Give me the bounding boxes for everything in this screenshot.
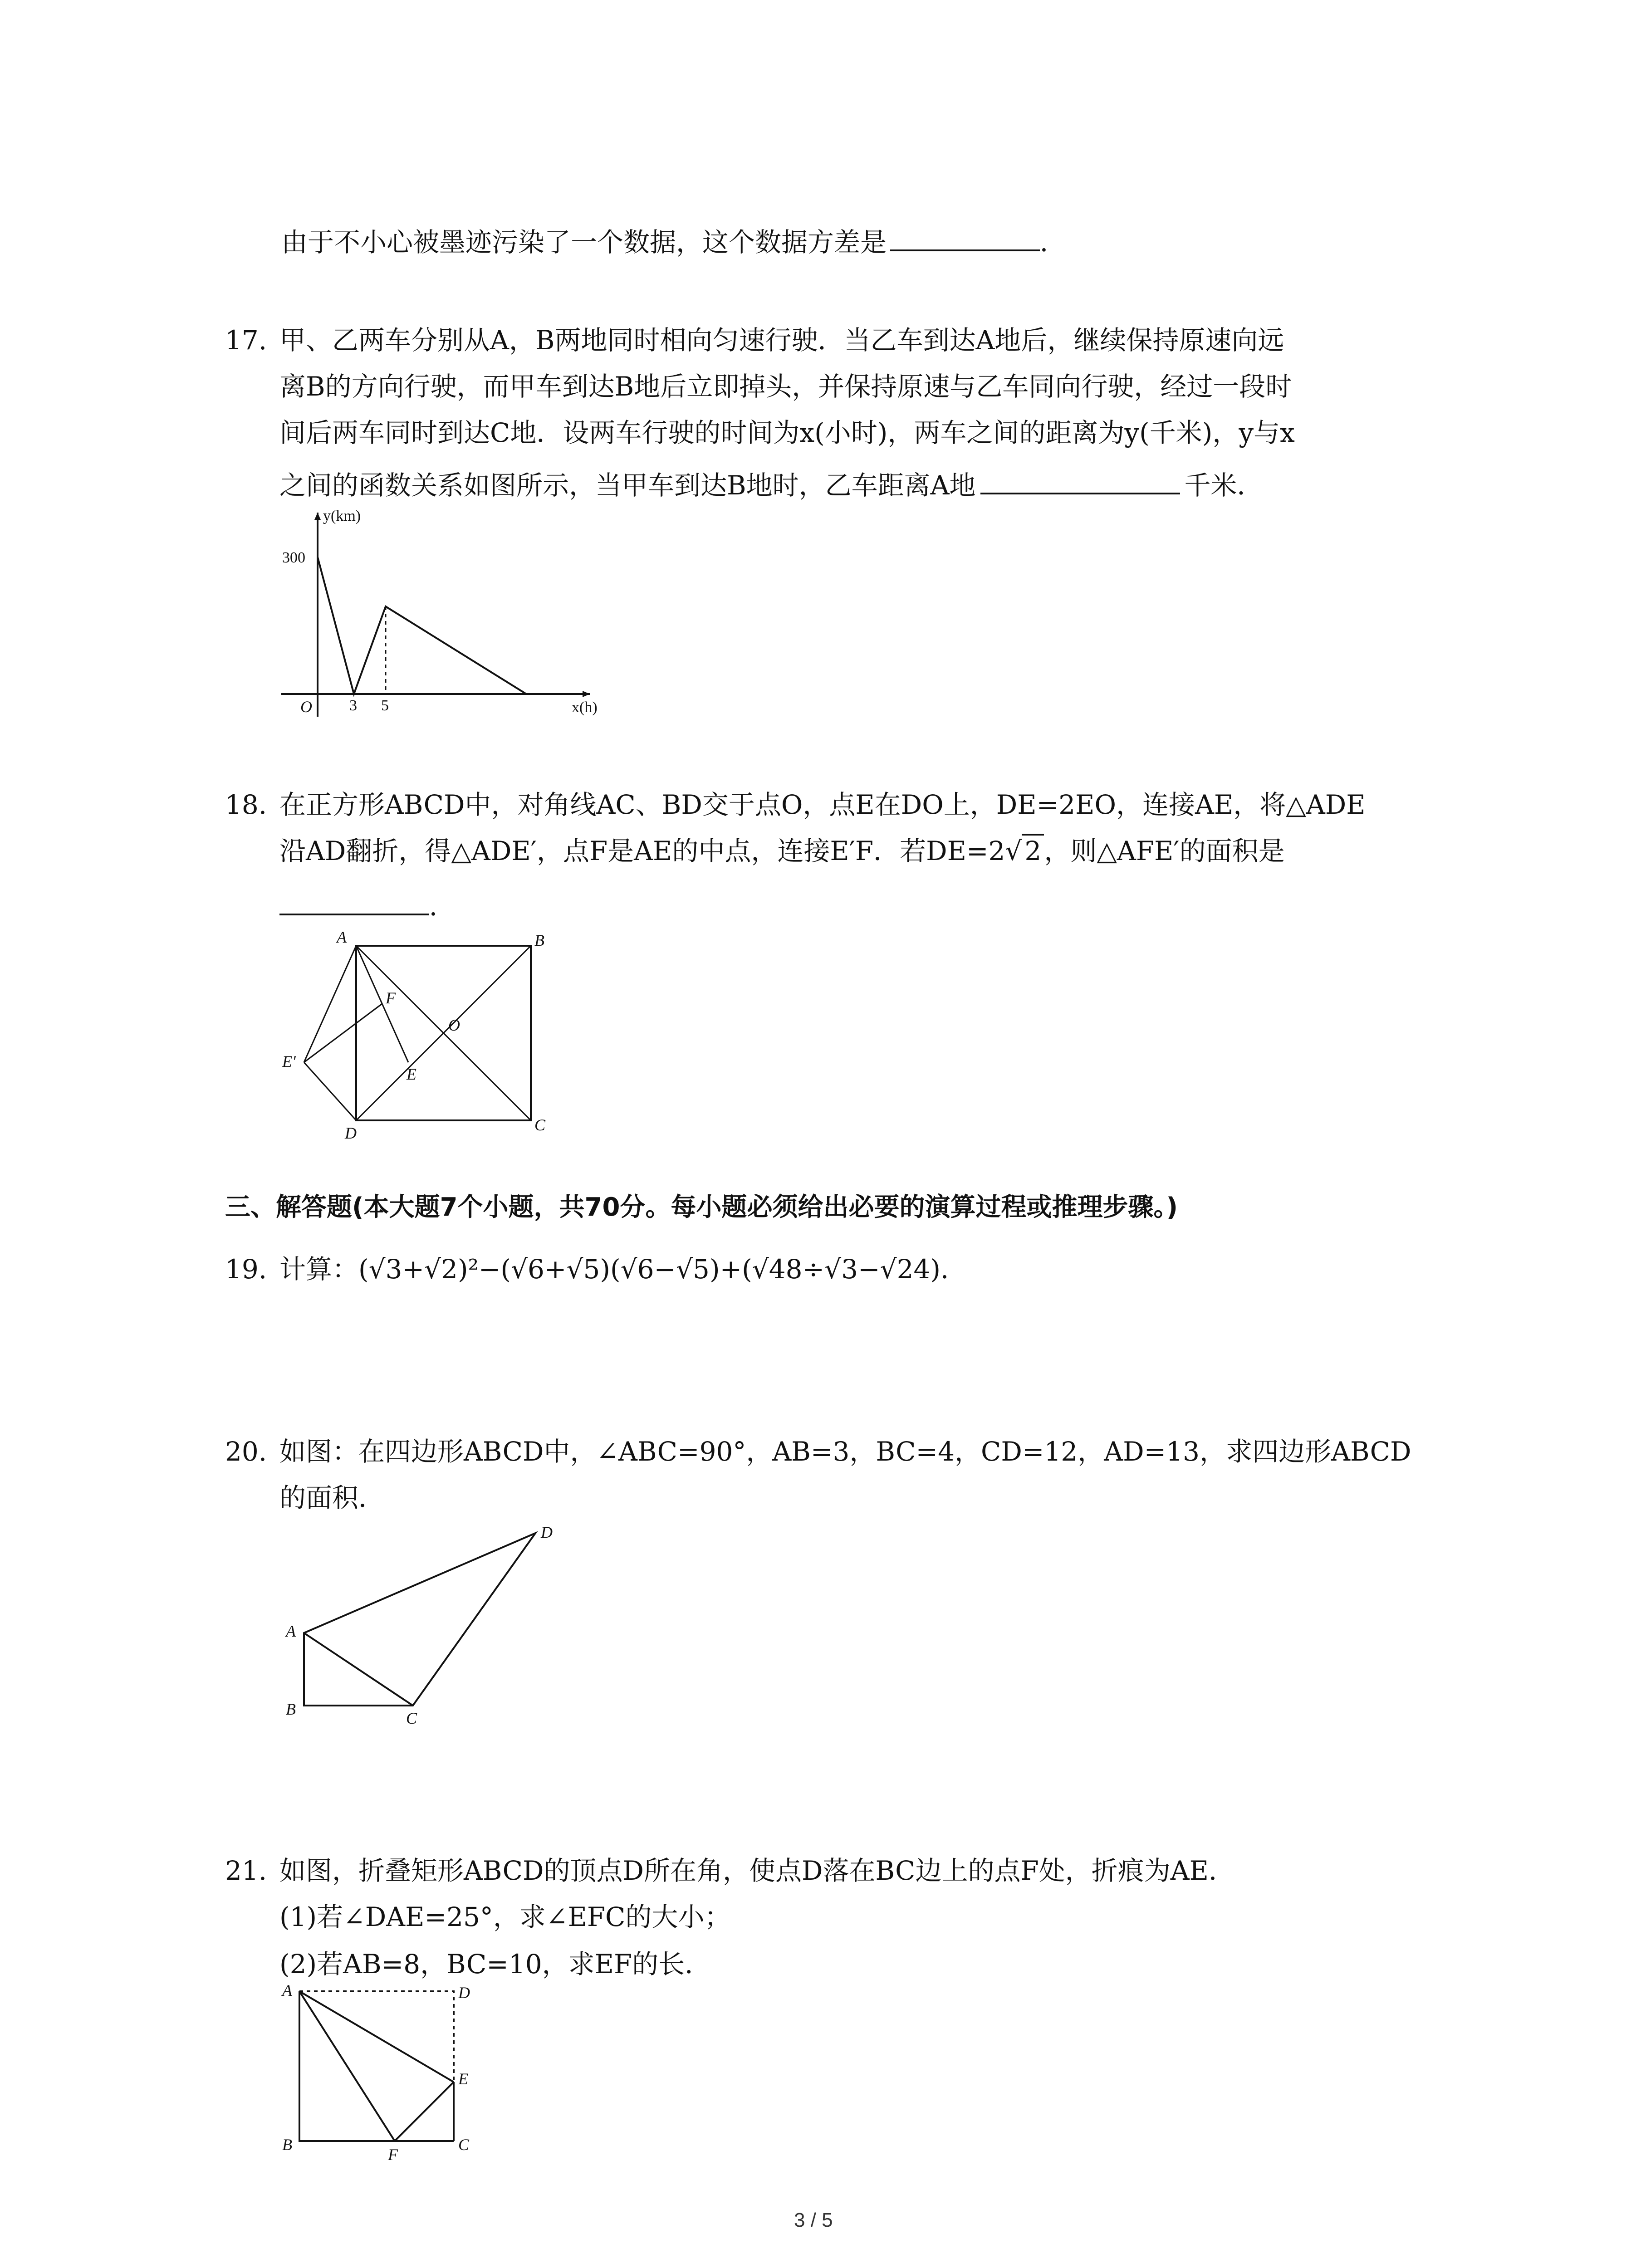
label-b: B <box>286 1700 296 1718</box>
label-d: D <box>345 1124 357 1142</box>
section-3-heading: 三、解答题(本大题7个小题，共70分。每小题必须给出必要的演算过程或推理步骤。) <box>225 1193 1178 1222</box>
q16-tail: 由于不小心被墨迹污染了一个数据，这个数据方差是 ． <box>281 227 1067 258</box>
q16-answer-blank[interactable] <box>890 226 1040 251</box>
q17-answer-blank[interactable] <box>980 469 1180 494</box>
q20-number: 20. <box>225 1436 267 1467</box>
sqrt-2: √ 2 <box>1005 833 1044 869</box>
label-a: A <box>282 1982 292 1999</box>
label-e-prime: E′ <box>282 1052 296 1070</box>
x-axis-arrow <box>583 691 590 697</box>
y-axis-arrow <box>314 513 321 520</box>
label-e: E <box>407 1065 416 1083</box>
label-e: E <box>458 2070 468 2088</box>
q18-square-figure <box>272 925 554 1143</box>
q17-line1: 17. 甲、乙两车分别从A，B两地同时相向匀速行驶．当乙车到达A地后，继续保持原速向远 <box>225 322 1284 358</box>
segment-af <box>299 1991 395 2141</box>
q19-number: 19. <box>225 1254 267 1285</box>
q21-number: 21. <box>225 1855 267 1886</box>
segment-ae <box>356 946 408 1062</box>
label-f: F <box>386 989 396 1007</box>
quadrilateral-abcd <box>304 1533 535 1706</box>
q18-number: 18. <box>225 789 267 820</box>
q20-line2: 的面积． <box>279 1482 385 1513</box>
label-d: D <box>458 1984 470 2002</box>
page-number: 3 / 5 <box>794 2209 833 2231</box>
diagonal-ac <box>304 1633 413 1706</box>
q21-folded-rectangle-figure <box>272 1982 499 2164</box>
q17-number: 17. <box>225 325 267 356</box>
q21-part2: (2)若AB=8，BC=10，求EF的长． <box>279 1949 711 1980</box>
q17-line2: 离B的方向行驶，而甲车到达B地后立即掉头，并保持原速与乙车同向行驶，经过一段时 <box>279 371 1292 402</box>
q18-answer-blank[interactable] <box>279 890 429 915</box>
segment-e-prime-f <box>304 1004 382 1062</box>
y-tick-300: 300 <box>282 549 305 566</box>
label-a: A <box>286 1622 296 1640</box>
original-rectangle-outline <box>299 1991 454 2141</box>
q20-line1: 20. 如图：在四边形ABCD中，∠ABC=90°，AB=3，BC=4，CD=12，AD=13，求四边形ABCD <box>225 1433 1411 1470</box>
label-c: C <box>406 1709 417 1724</box>
q17-distance-time-graph <box>272 503 599 721</box>
q17-line3: 间后两车同时到达C地．设两车行驶的时间为x(小时)，两车之间的距离为y(千米)，y与x <box>279 417 1295 448</box>
label-c: C <box>534 1116 546 1134</box>
segment-de-prime <box>304 1062 356 1120</box>
label-c: C <box>458 2136 470 2154</box>
q18-line3: ． <box>279 888 456 924</box>
q18-line1: 18. 在正方形ABCD中，对角线AC、BD交于点O，点E在DO上，DE=2EO，连接AE，将△ADE <box>225 787 1366 823</box>
y-axis-label: y(km) <box>323 508 361 524</box>
label-f: F <box>388 2146 398 2164</box>
label-b: B <box>534 931 544 949</box>
label-a: A <box>337 928 347 946</box>
distance-line <box>318 557 526 694</box>
q21-line1: 21. 如图，折叠矩形ABCD的顶点D所在角，使点D落在BC边上的点F处，折痕为AE． <box>225 1853 1235 1889</box>
segment-fe <box>395 2082 454 2141</box>
label-d: D <box>541 1523 553 1541</box>
origin-label: O <box>300 698 312 716</box>
x-tick-5: 5 <box>381 697 389 714</box>
label-o: O <box>448 1016 460 1034</box>
q19-line: 19. 计算：(√3+√2)²−(√6+√5)(√6−√5)+(√48÷√3−√24)． <box>225 1251 967 1287</box>
q20-quadrilateral-figure <box>272 1515 554 1724</box>
x-tick-3: 3 <box>349 697 357 714</box>
x-axis-label: x(h) <box>572 699 598 716</box>
segment-ae-prime <box>304 946 356 1062</box>
q17-line4: 之间的函数关系如图所示，当甲车到达B地时，乙车距离A地 千米． <box>279 470 1264 501</box>
q18-line2: 沿AD翻折，得△ADE′，点F是AE的中点，连接E′F．若DE=2√ 2 ，则△AFE′的面积是 <box>279 833 1285 869</box>
crease-ae <box>299 1991 454 2082</box>
q21-part1: (1)若∠DAE=25°，求∠EFC的大小； <box>279 1901 731 1932</box>
label-b: B <box>282 2136 292 2154</box>
